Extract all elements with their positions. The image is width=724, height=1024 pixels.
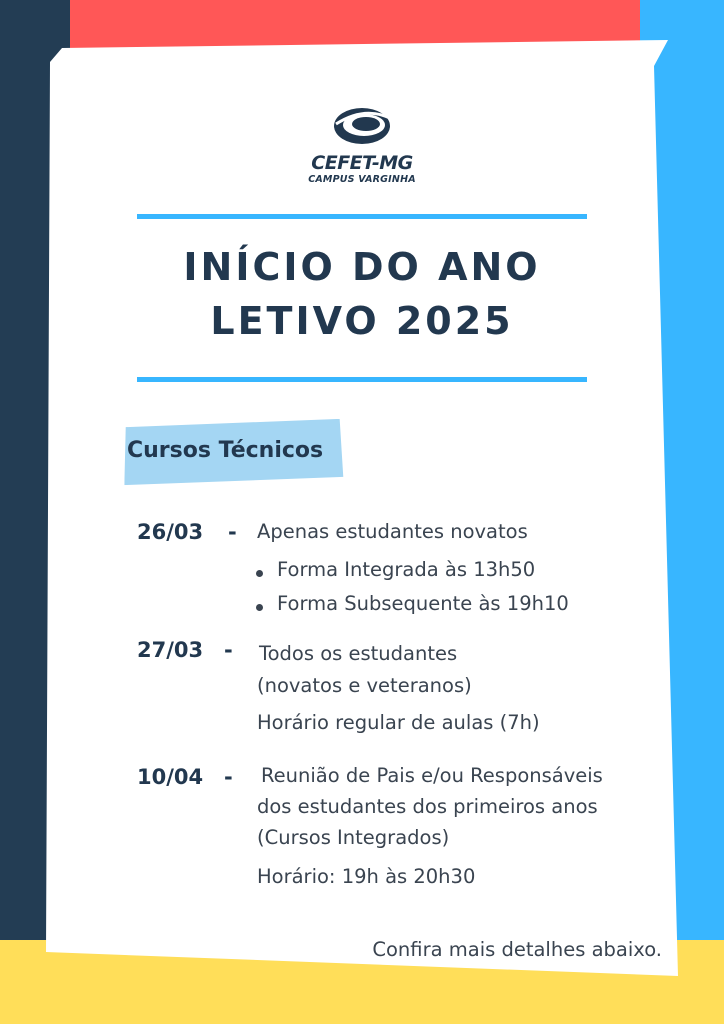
date-27-03: 27/03 <box>137 638 204 662</box>
date-separator: - <box>224 765 233 789</box>
title-line-2: LETIVO 2025 <box>210 299 514 343</box>
page-title <box>120 240 604 348</box>
event-text: Reunião de Pais e/ou Responsáveis <box>261 764 603 787</box>
logo-name: CEFET-MG <box>311 152 413 174</box>
event-text: (Cursos Integrados) <box>257 826 450 849</box>
bullet-dot <box>256 570 263 577</box>
title-line-1: INÍCIO DO ANO <box>183 245 541 289</box>
cefet-logo <box>300 104 424 200</box>
date-separator: - <box>224 638 233 662</box>
date-separator: - <box>228 520 237 544</box>
event-text: dos estudantes dos primeiros anos <box>257 795 598 818</box>
section-heading: Cursos Técnicos <box>127 438 324 463</box>
logo-campus: CAMPUS VARGINHA <box>308 174 416 185</box>
event-text: Horário: 19h às 20h30 <box>257 865 476 888</box>
bullet-item: Forma Integrada às 13h50 <box>277 558 536 581</box>
event-text: (novatos e veteranos) <box>257 674 472 697</box>
event-text: Todos os estudantes <box>259 642 458 665</box>
date-26-03: 26/03 <box>137 520 204 544</box>
title-bottom-rule <box>137 377 587 382</box>
bullet-item: Forma Subsequente às 19h10 <box>277 592 569 615</box>
event-text: Apenas estudantes novatos <box>257 520 528 543</box>
event-text: Horário regular de aulas (7h) <box>257 711 540 734</box>
title-top-rule <box>137 214 587 219</box>
cefet-orbit-logo-icon <box>330 104 394 150</box>
date-10-04: 10/04 <box>137 765 204 789</box>
bullet-dot <box>256 604 263 611</box>
footer-note: Confira mais detalhes abaixo. <box>372 938 662 961</box>
